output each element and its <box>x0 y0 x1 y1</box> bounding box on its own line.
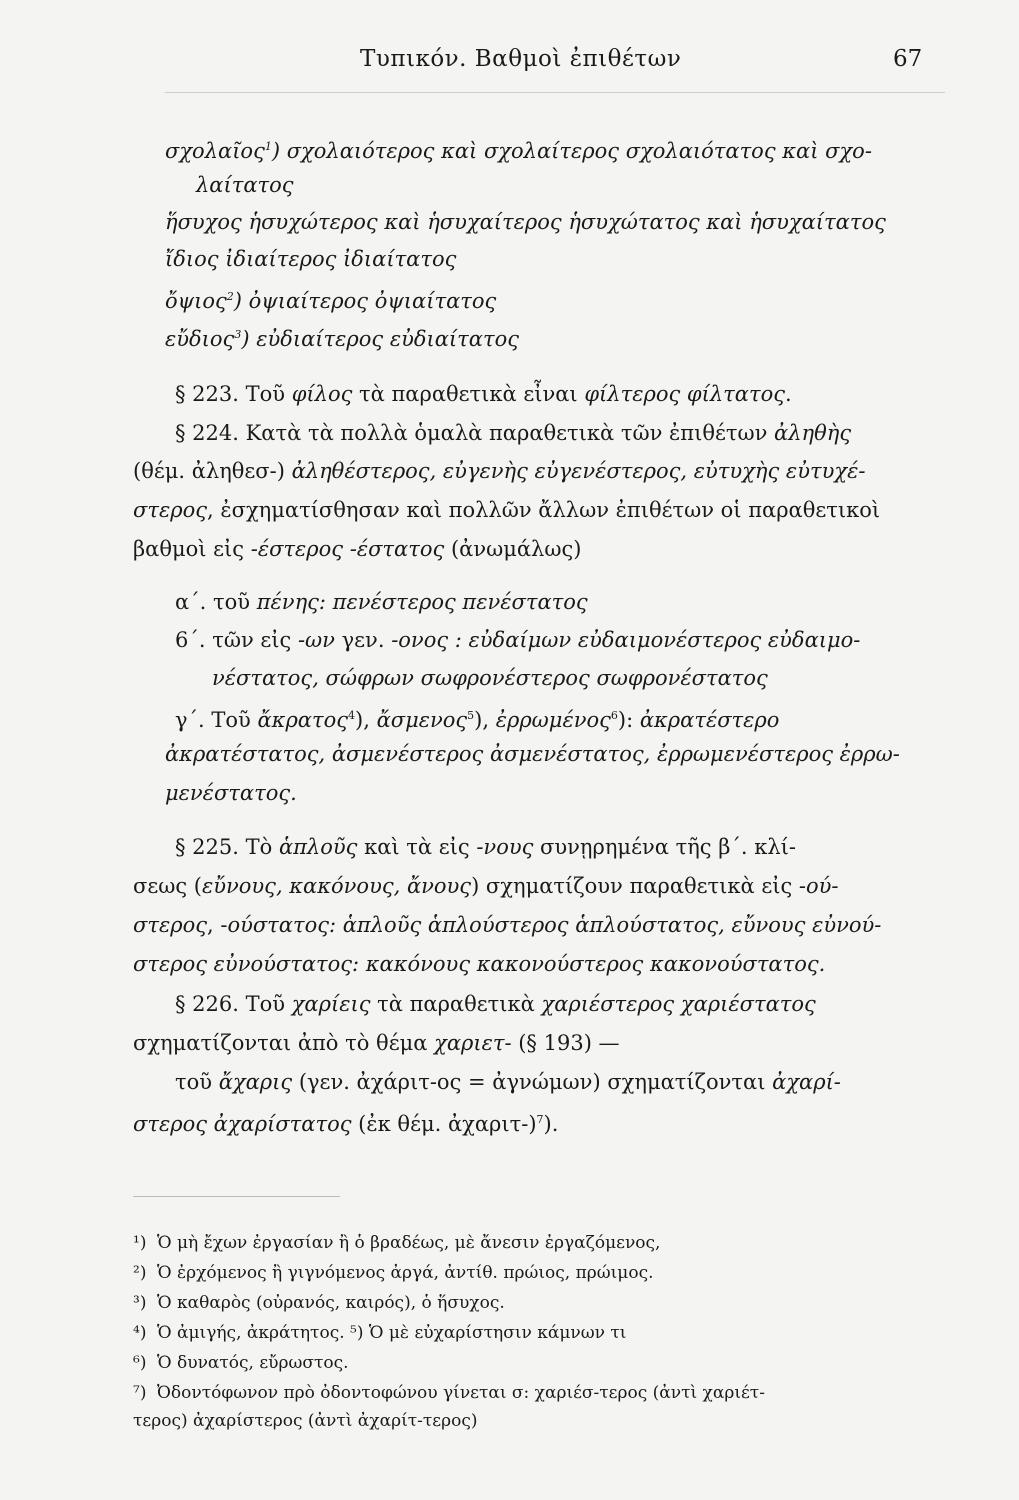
text-line: στερος εὐνούστατος: κακόνους κακονούστερος κακονούστατος. <box>133 952 826 976</box>
header-divider <box>165 92 945 93</box>
section-226: § 226. Τοῦ χαρίεις τὰ παραθετικὰ χαριέστερος χαριέστατος <box>175 992 816 1016</box>
text-line: σχολαῖος$^1$) σχολαιότερος καὶ σχολαίτερος σχολαιότατος καὶ σχο- <box>165 139 872 163</box>
text-line: βαθμοὶ εἰς -έστερος -έστατος (ἀνωμάλως) <box>133 537 582 561</box>
text-line: τοῦ ἄχαρις (γεν. ἀχάριτ-ος = ἀγνώμων) σχηματίζονται ἀχαρί- <box>175 1070 841 1094</box>
text-line: σχηματίζονται ἀπὸ τὸ θέμα χαριετ- (§ 193) — <box>133 1031 620 1055</box>
item-alpha: α΄. τοῦ πένης: πενέστερος πενέστατος <box>175 590 588 614</box>
section-224: § 224. Κατὰ τὰ πολλὰ ὁμαλὰ παραθετικὰ τῶν ἐπιθέτων ἀληθὴς <box>175 421 852 445</box>
text-line: στερος, -ούστατος: ἁπλοῦς ἁπλούστερος ἁπλούστατος, εὔνους εὐνού- <box>133 913 882 937</box>
text-line: εὔδιος$^3$) εὐδιαίτερος εὐδιαίτατος <box>165 327 519 351</box>
text-line: στερος ἀχαρίστατος (ἐκ θέμ. ἀχαριτ-)$^7$). <box>133 1112 559 1136</box>
footnote: ²) Ὁ ἐρχόμενος ἢ γιγνόμενος ἀργά, ἀντίθ. πρώιος, πρώιμος. <box>133 1263 654 1283</box>
text-line: στερος, ἐσχηματίσθησαν καὶ πολλῶν ἄλλων ἐπιθέτων οἱ παραθετικοὶ <box>133 498 881 522</box>
text-line: (θέμ. ἀληθεσ-) ἀληθέστερος, εὐγενὴς εὐγενέστερος, εὐτυχὴς εὐτυχέ- <box>133 459 866 483</box>
text-line: ὄψιος$^2$) ὀψιαίτερος ὀψιαίτατος <box>165 289 497 313</box>
item-beta: 6΄. τῶν εἰς -ων γεν. -ονος : εὐδαίμων εὐδαιμονέστερος εὐδαιμο- <box>175 628 861 652</box>
text-line: μενέστατος. <box>165 781 297 805</box>
footnote-divider <box>133 1196 340 1197</box>
page-number: 67 <box>893 46 923 72</box>
running-header-title: Τυπικόν. Βαθμοὶ ἐπιθέτων <box>360 46 682 72</box>
footnote: ⁷) Ὀδοντόφωνον πρὸ ὀδοντοφώνου γίνεται σ: χαριέσ-τερος (ἀντὶ χαριέτ- <box>133 1383 765 1403</box>
footnote: ³) Ὁ καθαρὸς (οὐρανός, καιρός), ὁ ἥσυχος. <box>133 1293 505 1313</box>
text-line: νέστατος, σώφρων σωφρονέστερος σωφρονέστατος <box>212 666 768 690</box>
text-line: σεως (εὔνους, κακόνους, ἄνους) σχηματίζουν παραθετικὰ εἰς -ού- <box>133 874 839 898</box>
footnote: ⁶) Ὁ δυνατός, εὔρωστος. <box>133 1353 349 1373</box>
footnote: ⁴) Ὁ ἀμιγής, ἀκράτητος. ⁵) Ὁ μὲ εὐχαρίστησιν κάμνων τι <box>133 1323 627 1343</box>
text-line: ἥσυχος ἡσυχώτερος καὶ ἡσυχαίτερος ἡσυχώτατος καὶ ἡσυχαίτατος <box>165 210 886 234</box>
text-line: ἴδιος ἰδιαίτερος ἰδιαίτατος <box>165 247 457 271</box>
footnote-continuation: τερος) ἀχαρίστερος (ἀντὶ ἀχαρίτ-τερος) <box>133 1411 478 1431</box>
section-223: § 223. Τοῦ φίλος τὰ παραθετικὰ εἶναι φίλτερος φίλτατος. <box>175 382 792 406</box>
section-225: § 225. Τὸ ἁπλοῦς καὶ τὰ εἰς -νους συνῃρημένα τῆς β΄. κλί- <box>175 835 796 859</box>
footnote: ¹) Ὁ μὴ ἔχων ἐργασίαν ἢ ὁ βραδέως, μὲ ἄνεσιν ἐργαζόμενος, <box>133 1233 661 1253</box>
text-line: λαίτατος <box>196 173 294 197</box>
item-gamma: γ΄. Τοῦ ἄκρατος$^4$), ἄσμενος$^5$), ἐρρωμένος$^6$): ἀκρατέστερο <box>175 708 780 732</box>
text-line: ἀκρατέστατος, ἀσμενέστερος ἀσμενέστατος, ἐρρωμενέστερος ἐρρω- <box>165 742 900 766</box>
